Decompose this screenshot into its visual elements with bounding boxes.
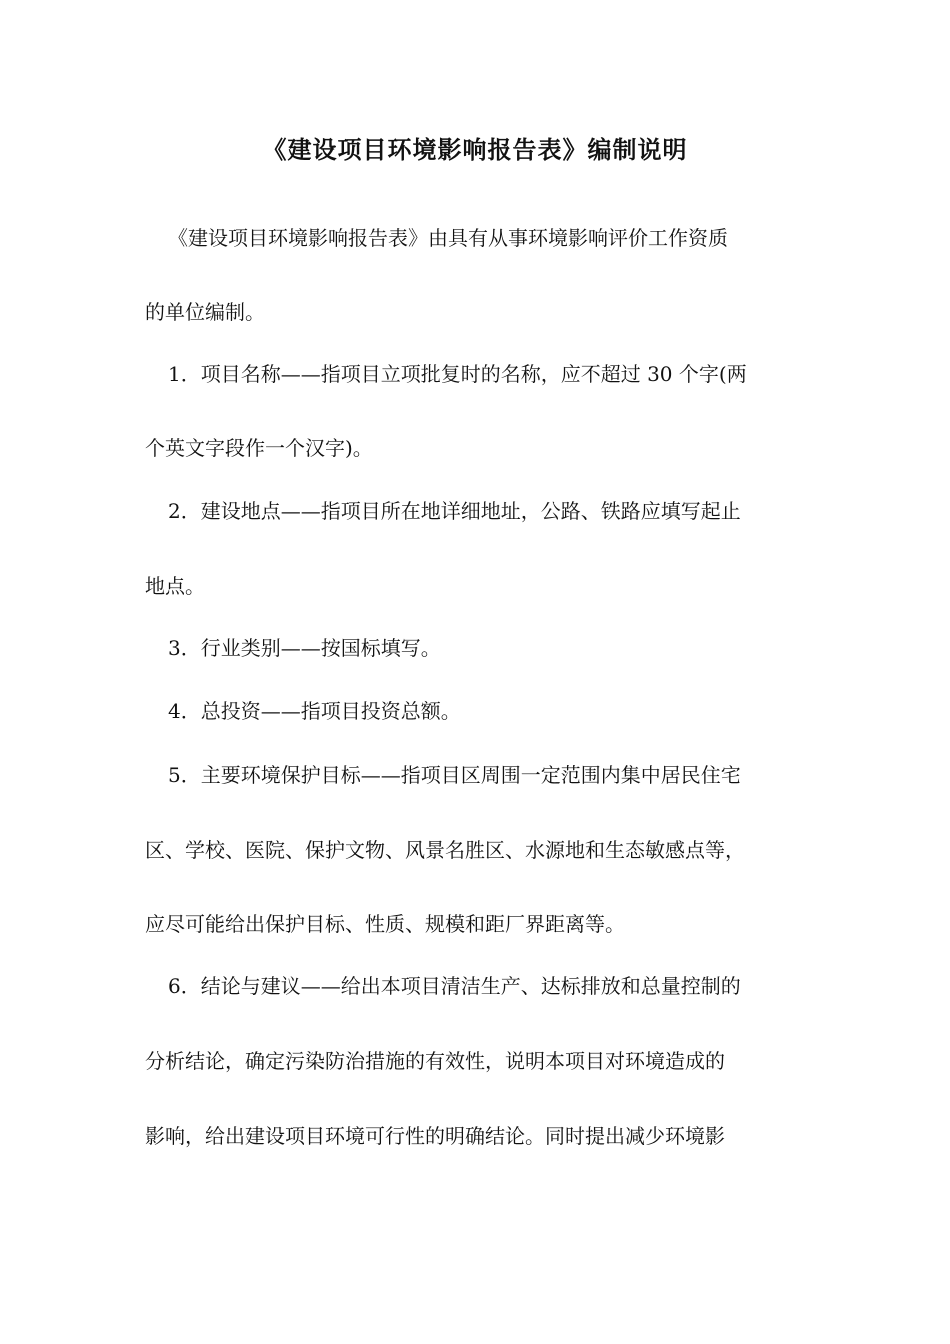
item-1-line-2: 个英文字段作一个汉字)。 — [145, 436, 373, 460]
document-title: 《建设项目环境影响报告表》编制说明 — [262, 135, 688, 164]
item-5-line-3: 应尽可能给出保护目标、性质、规模和距厂界距离等。 — [145, 912, 625, 936]
item-5-line-1: 5．主要环境保护目标——指项目区周围一定范围内集中居民住宅 — [168, 763, 741, 787]
item-6-line-1: 6．结论与建议——给出本项目清洁生产、达标排放和总量控制的 — [168, 974, 741, 998]
item-3-line-1: 3．行业类别——按国标填写。 — [168, 636, 441, 660]
item-6-line-2: 分析结论，确定污染防治措施的有效性，说明本项目对环境造成的 — [145, 1049, 725, 1073]
item-1-line-1: 1．项目名称——指项目立项批复时的名称，应不超过 30 个字(两 — [168, 362, 747, 386]
intro-line-1: 《建设项目环境影响报告表》由具有从事环境影响评价工作资质 — [168, 226, 728, 250]
item-4-line-1: 4．总投资——指项目投资总额。 — [168, 699, 461, 723]
item-6-line-3: 影响，给出建设项目环境可行性的明确结论。同时提出减少环境影 — [145, 1124, 725, 1148]
item-5-line-2: 区、学校、医院、保护文物、风景名胜区、水源地和生态敏感点等， — [145, 838, 745, 862]
item-2-line-2: 地点。 — [145, 574, 205, 598]
intro-line-2: 的单位编制。 — [145, 300, 265, 324]
item-2-line-1: 2．建设地点——指项目所在地详细地址，公路、铁路应填写起止 — [168, 499, 741, 523]
